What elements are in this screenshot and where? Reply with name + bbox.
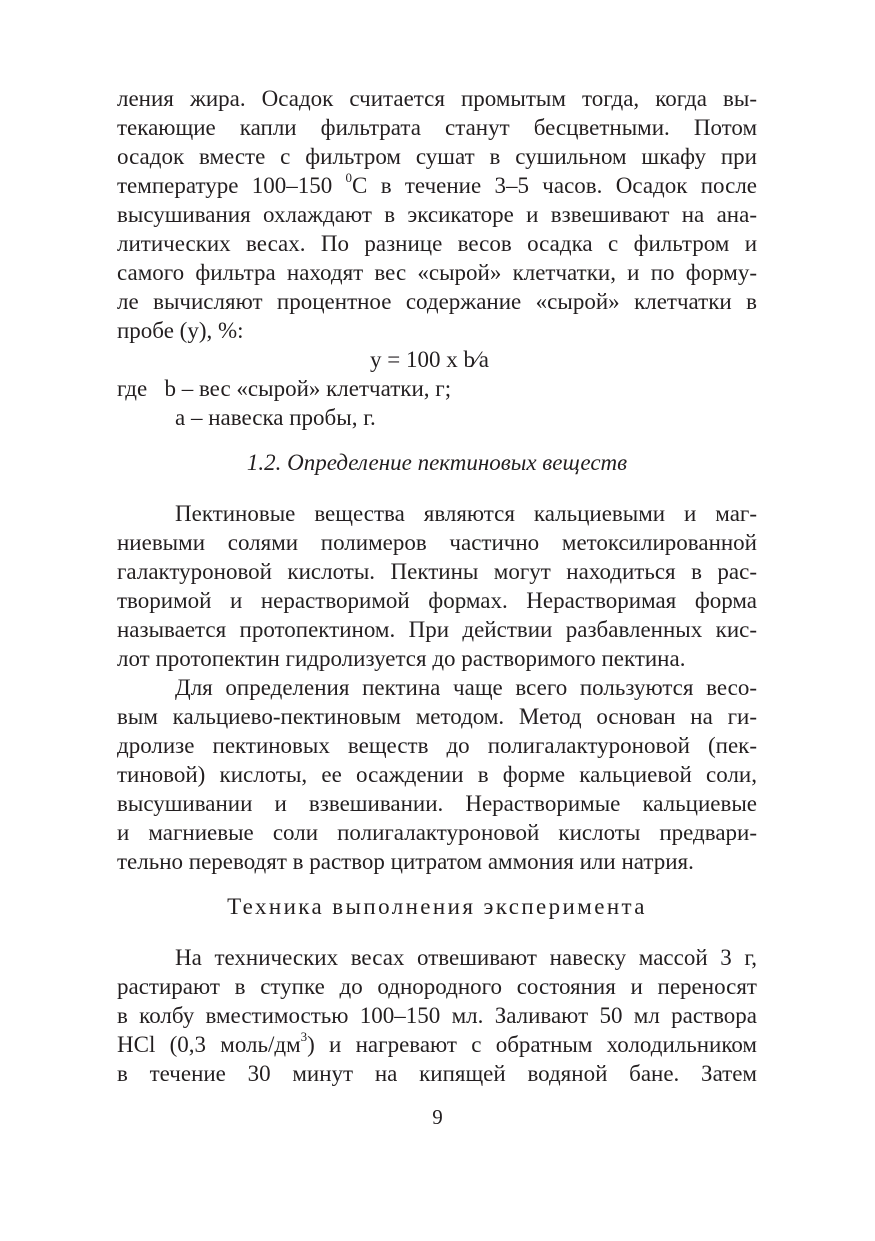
subsection-heading: Техника выполнения эксперимента [227,894,647,919]
formula-legend [117,374,757,432]
text-line-temperature [117,171,757,200]
text-line: высушивании и взвешивании. Нерастворимые кальциевые [117,791,757,816]
paragraph-pectin-definition [117,499,757,673]
text-line: ниевыми солями полимеров частично метоксилированной [117,530,757,555]
text-line: пробе (у), %: [117,318,244,343]
paragraph-pectin-method [117,673,757,876]
text-line: высушивания охлаждают в эксикаторе и взвешивают на ана- [117,202,757,227]
text-line: литических весах. По разнице весов осадка с фильтром и [117,231,757,256]
text-line: тельно переводят в раствор цитратом аммония или натрия. [117,849,694,874]
text-fragment: С в течение 3–5 часов. Осадок после [352,173,758,198]
text-line: ле вычисляют процентное содержание «сырой» клетчатки в [117,289,757,314]
text-line: и магниевые соли полигалактуроновой кислоты предвари- [117,820,757,845]
text-line: растирают в ступке до однородного состояния и переносят [117,974,757,999]
paragraph-experiment-procedure [117,943,757,1088]
text-line: осадок вместе с фильтром сушат в сушильном шкафу при [117,144,757,169]
text-fragment: HCl (0,3 моль/дм [117,1032,301,1057]
text-line: лот протопектин гидролизуется до растворимого пектина. [117,646,686,671]
section-heading: 1.2. Определение пектиновых веществ [246,450,628,475]
text-line: самого фильтра находят вес «сырой» клетчатки, и по форму- [117,260,757,285]
text-line: дролизе пектиновых веществ до полигалактуроновой (пек- [117,733,757,758]
text-line: ления жира. Осадок считается промытым тогда, когда вы- [117,86,757,111]
text-line: вым кальциево-пектиновым методом. Метод основан на ги- [117,704,757,729]
superscript-degree: 0 [345,170,353,186]
text-line: в колбу вместимостью 100–150 мл. Заливают 50 мл раствора [117,1003,757,1028]
text-line: тиновой) кислоты, ее осаждении в форме кальциевой соли, [117,762,757,787]
page-number: 9 [432,1105,443,1129]
paragraph-fiber-drying [117,84,757,345]
legend-line-b: где b – вес «сырой» клетчатки, г; [117,376,452,401]
text-line: текающие капли фильтрата станут бесцветными. Потом [117,115,757,140]
legend-line-a: a – навеска пробы, г. [175,405,376,430]
text-line: называется протопектином. При действии разбавленных кис- [117,617,757,642]
page-body [117,84,757,1088]
formula: у = 100 х b⁄a [370,347,490,372]
text-fragment: температуре 100–150 [117,173,346,198]
text-line: в течение 30 минут на кипящей водяной бане. Затем [117,1061,757,1086]
text-line: На технических весах отвешивают навеску массой 3 г, [175,945,757,970]
superscript-cubic: 3 [300,1029,308,1045]
text-line: творимой и нерастворимой формах. Нерастворимая форма [117,588,757,613]
text-fragment: ) и нагревают с обратным холодильником [307,1032,757,1057]
text-line: Для определения пектина чаще всего пользуются весо- [175,675,757,700]
text-line: галактуроновой кислоты. Пектины могут находиться в рас- [117,559,757,584]
text-line: Пектиновые вещества являются кальциевыми и маг- [175,501,757,526]
text-line-hcl [117,1030,757,1059]
